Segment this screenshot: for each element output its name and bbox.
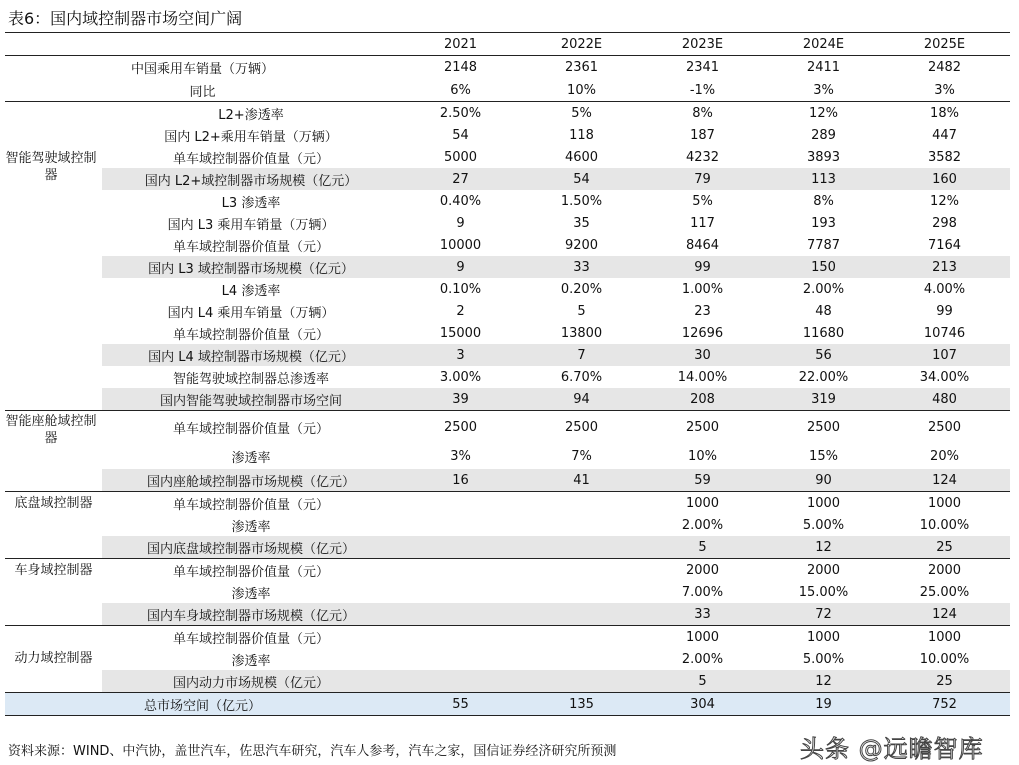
cell-value: 1000 [927, 495, 962, 511]
cell-value: 12 [815, 673, 832, 689]
cell-value: 79 [694, 171, 711, 187]
row-label: 单车域控制器价值量（元） [172, 151, 329, 167]
row-label: 国内动力市场规模（亿元） [172, 675, 329, 691]
table-row [5, 79, 1010, 102]
cell-value: 9 [456, 259, 465, 275]
cell-value: 33 [694, 606, 711, 622]
cell-value: 6.70% [560, 369, 603, 385]
cell-value: 12% [809, 105, 838, 121]
table-row [5, 514, 1010, 536]
cell-value: 54 [452, 127, 469, 143]
row-label: 国内 L3 域控制器市场规模（亿元） [148, 261, 354, 277]
header-row [5, 32, 1010, 56]
table-title: 表6：国内域控制器市场空间广阔 [8, 9, 243, 28]
row-label: 单车域控制器价值量（元） [172, 421, 329, 437]
cell-value: 11680 [802, 325, 845, 341]
table-row [5, 648, 1010, 670]
year-header: 2025E [923, 36, 966, 52]
table-row [5, 603, 1010, 625]
cell-value: 27 [452, 171, 469, 187]
cell-value: 1000 [806, 495, 841, 511]
table-row [5, 344, 1010, 366]
cell-value: 2.50% [439, 105, 482, 121]
cell-value: 72 [815, 606, 832, 622]
cell-value: 5 [577, 303, 586, 319]
cell-value: 1000 [927, 629, 962, 645]
table-row [5, 469, 1010, 491]
table-row [5, 146, 1010, 168]
group-section [5, 559, 1010, 626]
cell-value: 15000 [439, 325, 482, 341]
table-row [5, 190, 1010, 212]
cell-value: 0.40% [439, 193, 482, 209]
table-row [5, 536, 1010, 558]
year-header: 2024E [802, 36, 845, 52]
row-label: 国内 L3 乘用车销量（万辆） [167, 217, 335, 233]
cell-value: 124 [932, 606, 957, 622]
cell-value: 39 [452, 391, 469, 407]
cell-value: 8464 [685, 237, 720, 253]
cell-value: 6% [450, 82, 471, 98]
cell-value: 22.00% [798, 369, 849, 385]
cell-value: -1% [689, 82, 716, 98]
cell-value: 3582 [927, 149, 962, 165]
cell-value: 8% [813, 193, 834, 209]
cell-value: 10746 [923, 325, 966, 341]
table-row [5, 124, 1010, 146]
cell-value: 2000 [927, 562, 962, 578]
cell-value: 34.00% [919, 369, 970, 385]
cell-value: 35 [573, 215, 590, 231]
cell-value: 124 [932, 472, 957, 488]
cell-value: 55 [452, 696, 469, 712]
group-section [5, 492, 1010, 559]
cell-value: 5 [698, 673, 707, 689]
cell-value: 56 [815, 347, 832, 363]
table-row [5, 626, 1010, 648]
cell-value: 8% [692, 105, 713, 121]
cell-value: 9 [456, 215, 465, 231]
group-label: 动力域控制器 [14, 651, 93, 666]
cell-value: 113 [811, 171, 836, 187]
cell-value: 1000 [685, 629, 720, 645]
row-label: 国内 L2+域控制器市场规模（亿元） [144, 173, 358, 189]
cell-value: 150 [811, 259, 836, 275]
cell-value: 15.00% [798, 584, 849, 600]
group-label: 智能座舱域控制器 [5, 414, 97, 446]
cell-value: 33 [573, 259, 590, 275]
cell-value: 30 [694, 347, 711, 363]
cell-value: 135 [569, 696, 594, 712]
cell-value: 5.00% [802, 651, 845, 667]
cell-value: 3.00% [439, 369, 482, 385]
cell-value: 9200 [564, 237, 599, 253]
row-label: 国内 L4 域控制器市场规模（亿元） [148, 349, 354, 365]
cell-value: 480 [932, 391, 957, 407]
group-section [5, 626, 1010, 693]
cell-value: 4232 [685, 149, 720, 165]
cell-value: 2411 [806, 60, 841, 75]
table-row [5, 411, 1010, 443]
cell-value: 298 [932, 215, 957, 231]
row-label: 单车域控制器价值量（元） [172, 631, 329, 647]
cell-value: 3% [813, 82, 834, 98]
year-header: 2022E [560, 36, 603, 52]
table-row [5, 443, 1010, 469]
row-label: 单车域控制器价值量（元） [172, 497, 329, 513]
cell-value: 14.00% [677, 369, 728, 385]
cell-value: 90 [815, 472, 832, 488]
cell-value: 12696 [681, 325, 724, 341]
row-label: 国内底盘域控制器市场规模（亿元） [146, 541, 355, 557]
cell-value: 99 [936, 303, 953, 319]
cell-value: 2000 [685, 562, 720, 578]
table-row [5, 56, 1010, 79]
cell-value: 99 [694, 259, 711, 275]
cell-value: 15% [809, 448, 838, 464]
table-row [5, 256, 1010, 278]
cell-value: 16 [452, 472, 469, 488]
cell-value: 2361 [564, 60, 599, 75]
table-row [5, 168, 1010, 190]
cell-value: 3% [934, 82, 955, 98]
cell-value: 12% [930, 193, 959, 209]
cell-value: 12 [815, 539, 832, 555]
cell-value: 187 [690, 127, 715, 143]
year-header: 2023E [681, 36, 724, 52]
cell-value: 2500 [806, 419, 841, 435]
watermark: 头条 @远瞻智库 [800, 735, 984, 763]
cell-value: 2.00% [681, 651, 724, 667]
cell-value: 107 [932, 347, 957, 363]
cell-value: 2 [456, 303, 465, 319]
cell-value: 3% [450, 448, 471, 464]
table-row [5, 581, 1010, 603]
row-label: 智能驾驶域控制器总渗透率 [172, 371, 329, 387]
cell-value: 19 [815, 696, 832, 712]
table-row [5, 366, 1010, 388]
group-label: 车身域控制器 [14, 563, 93, 578]
cell-value: 25.00% [919, 584, 970, 600]
cell-value: 94 [573, 391, 590, 407]
row-label: 总市场空间（亿元） [143, 698, 261, 714]
cell-value: 118 [569, 127, 594, 143]
cell-value: 5% [692, 193, 713, 209]
cell-value: 1000 [685, 495, 720, 511]
total-row [5, 693, 1010, 716]
cell-value: 2000 [806, 562, 841, 578]
cell-value: 289 [811, 127, 836, 143]
row-label: 国内 L2+乘用车销量（万辆） [164, 129, 338, 145]
row-label: 单车域控制器价值量（元） [172, 239, 329, 255]
cell-value: 2500 [443, 419, 478, 435]
cell-value: 41 [573, 472, 590, 488]
cell-value: 0.20% [560, 281, 603, 297]
cell-value: 2341 [685, 60, 720, 75]
cell-value: 2500 [685, 419, 720, 435]
cell-value: 319 [811, 391, 836, 407]
table-row [5, 300, 1010, 322]
group-label: 智能驾驶域控制器 [5, 151, 97, 183]
source-note: 资料来源：WIND、中汽协，盖世汽车，佐思汽车研究，汽车人参考，汽车之家，国信证券经济研究所预测 [8, 744, 617, 759]
cell-value: 13800 [560, 325, 603, 341]
table-row [5, 322, 1010, 344]
cell-value: 752 [932, 696, 957, 712]
row-label: 同比 [189, 84, 216, 100]
cell-value: 5000 [443, 149, 478, 165]
cell-value: 48 [815, 303, 832, 319]
cell-value: 7164 [927, 237, 962, 253]
cell-value: 7% [571, 448, 592, 464]
table-row [5, 670, 1010, 692]
cell-value: 2500 [927, 419, 962, 435]
group-section [5, 102, 1010, 411]
row-label: 渗透率 [231, 450, 271, 466]
cell-value: 4600 [564, 149, 599, 165]
cell-value: 213 [932, 259, 957, 275]
cell-value: 10.00% [919, 517, 970, 533]
table-row [5, 102, 1010, 124]
cell-value: 20% [930, 448, 959, 464]
cell-value: 7787 [806, 237, 841, 253]
cell-value: 447 [932, 127, 957, 143]
cell-value: 160 [932, 171, 957, 187]
group-section [5, 411, 1010, 492]
cell-value: 0.10% [439, 281, 482, 297]
cell-value: 304 [690, 696, 715, 712]
row-label: L3 渗透率 [221, 195, 281, 211]
row-label: L4 渗透率 [221, 283, 281, 299]
row-label: 渗透率 [231, 586, 271, 602]
table-row [5, 492, 1010, 514]
cell-value: 5% [571, 105, 592, 121]
cell-value: 117 [690, 215, 715, 231]
table-row [5, 234, 1010, 256]
cell-value: 5.00% [802, 517, 845, 533]
cell-value: 2482 [927, 60, 962, 75]
cell-value: 10.00% [919, 651, 970, 667]
cell-value: 7.00% [681, 584, 724, 600]
cell-value: 54 [573, 171, 590, 187]
cell-value: 10000 [439, 237, 482, 253]
row-label: 国内 L4 乘用车销量（万辆） [167, 305, 335, 321]
row-label: 国内智能驾驶域控制器市场空间 [159, 393, 342, 409]
row-label: L2+渗透率 [218, 107, 284, 123]
cell-value: 10% [688, 448, 717, 464]
table-row [5, 388, 1010, 410]
row-label: 中国乘用车销量（万辆） [130, 62, 274, 77]
row-label: 国内座舱域控制器市场规模（亿元） [146, 474, 355, 490]
cell-value: 208 [690, 391, 715, 407]
cell-value: 5 [698, 539, 707, 555]
year-header: 2021 [443, 36, 478, 52]
cell-value: 25 [936, 539, 953, 555]
cell-value: 1.00% [681, 281, 724, 297]
cell-value: 7 [577, 347, 586, 363]
cell-value: 4.00% [923, 281, 966, 297]
cell-value: 3893 [806, 149, 841, 165]
cell-value: 2.00% [802, 281, 845, 297]
cell-value: 10% [567, 82, 596, 98]
cell-value: 23 [694, 303, 711, 319]
cell-value: 2500 [564, 419, 599, 435]
table-row [5, 559, 1010, 581]
row-label: 单车域控制器价值量（元） [172, 327, 329, 343]
market-table [5, 32, 1010, 716]
cell-value: 2.00% [681, 517, 724, 533]
cell-value: 25 [936, 673, 953, 689]
cell-value: 1.50% [560, 193, 603, 209]
cell-value: 2148 [443, 60, 478, 75]
table-row [5, 278, 1010, 300]
cell-value: 193 [811, 215, 836, 231]
row-label: 单车域控制器价值量（元） [172, 564, 329, 580]
cell-value: 1000 [806, 629, 841, 645]
group-label: 底盘域控制器 [14, 496, 93, 511]
cell-value: 3 [456, 347, 465, 363]
row-label: 国内车身域控制器市场规模（亿元） [146, 608, 355, 624]
cell-value: 18% [930, 105, 959, 121]
row-label: 渗透率 [231, 653, 271, 669]
row-label: 渗透率 [231, 519, 271, 535]
cell-value: 59 [694, 472, 711, 488]
table-row [5, 212, 1010, 234]
